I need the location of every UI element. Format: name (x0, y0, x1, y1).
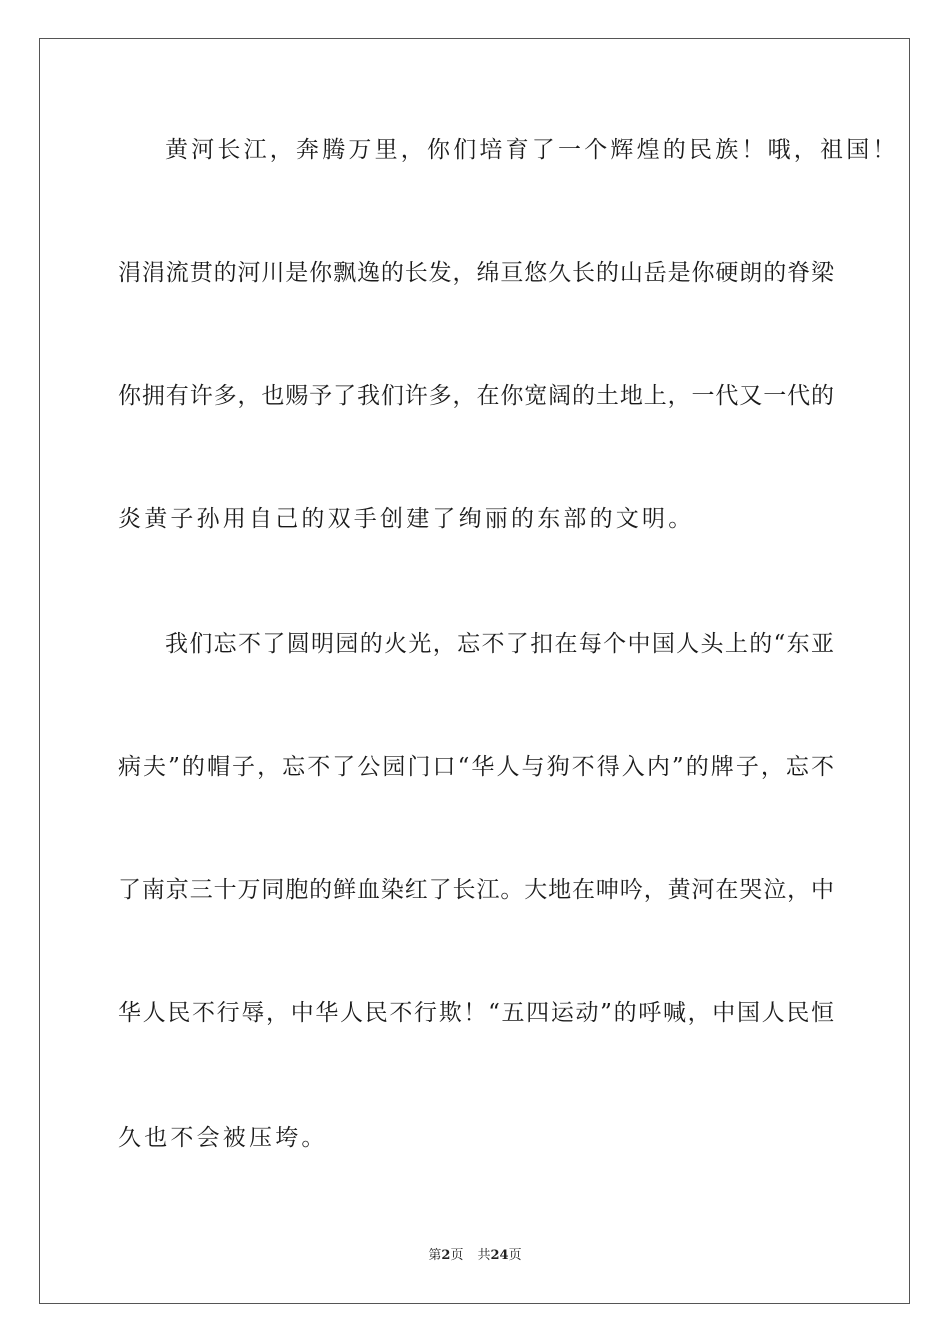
paragraph-1-line-4: 炎黄子孙用自己的双手创建了绚丽的东部的文明。 (118, 506, 695, 532)
page-prefix: 第 (428, 1248, 442, 1263)
paragraph-1-line-1: 黄河长江，奔腾万里，你们培育了一个辉煌的民族！哦，祖国！ (165, 137, 899, 163)
paragraph-2-line-3: 了南京三十万同胞的鲜血染红了长江。大地在呻吟，黄河在哭泣，中 (118, 877, 834, 903)
page-number: 2 (441, 1248, 451, 1263)
paragraph-1-line-3: 你拥有许多，也赐予了我们许多，在你宽阔的土地上，一代又一代的 (118, 383, 834, 409)
paragraph-1-line-2: 涓涓流贯的河川是你飘逸的长发，绵亘悠久长的山岳是你硬朗的脊梁 (118, 260, 834, 286)
paragraph-2-line-2: 病夫”的帽子，忘不了公园门口“华人与狗不得入内”的牌子，忘不 (118, 754, 834, 780)
page-footer (0, 1248, 950, 1264)
page-border (39, 38, 910, 1304)
page-suffix: 页 (450, 1248, 464, 1263)
total-pages: 24 (490, 1248, 509, 1263)
total-prefix: 共 (477, 1248, 491, 1263)
paragraph-2-line-4: 华人民不行辱，中华人民不行欺！“五四运动”的呼喊，中国人民恒 (118, 1000, 834, 1026)
paragraph-2-line-1: 我们忘不了圆明园的火光，忘不了扣在每个中国人头上的“东亚 (165, 631, 834, 657)
total-suffix: 页 (508, 1248, 522, 1263)
paragraph-2-line-5: 久也不会被压垮。 (118, 1125, 328, 1151)
